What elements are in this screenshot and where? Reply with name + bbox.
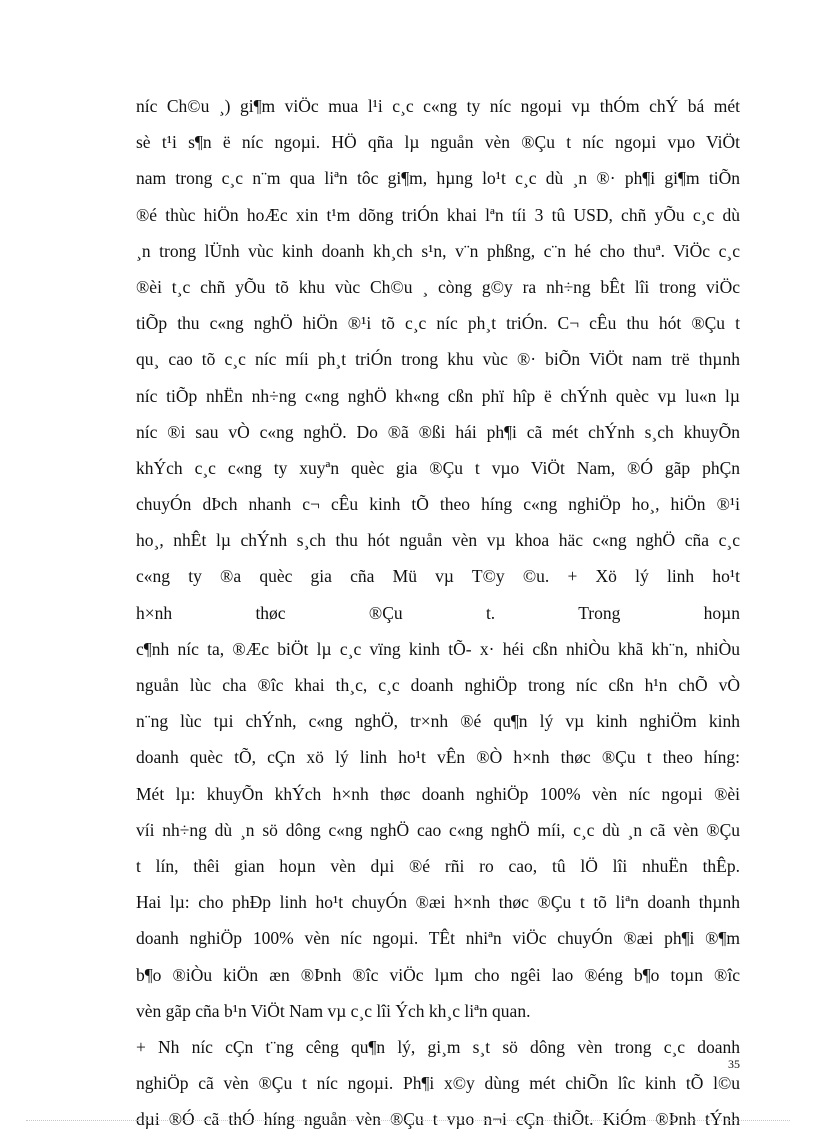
text-line: b¶o ®iÒu kiÖn æn ®Þnh ®îc viÖc lµm cho ngêi lao ®éng b¶o toµn ®îc <box>136 964 740 985</box>
text-line: ¸n trong lÜnh vùc kinh doanh kh¸ch s¹n, v¨n phßng, c¨n hé cho thuª. ViÖc c¸c <box>136 240 740 261</box>
page-bottom-divider <box>26 1120 790 1121</box>
text-line: Hai lµ: cho phÐp linh ho¹t chuyÓn ®æi h×nh thøc ®Çu t tõ liªn doanh thµnh <box>136 892 740 913</box>
text-line: nam trong c¸c n¨m qua liªn tôc gi¶m, hµng lo¹t c¸c dù ¸n ®· ph¶i gi¶m tiÕn <box>136 168 740 189</box>
text-line: ho¸, nhÊt lµ chÝnh s¸ch thu hót nguån vèn vµ khoa häc c«ng nghÖ cña c¸c <box>136 530 740 551</box>
text-line: tiÕp thu c«ng nghÖ hiÖn ®¹i tõ c¸c níc ph¸t triÓn. C¬ cÊu thu hót ®Çu t <box>136 313 740 334</box>
text-line: víi nh÷ng dù ¸n sö dông c«ng nghÖ cao c«ng nghÖ míi, c¸c dù ¸n cã vèn ®Çu <box>136 819 740 840</box>
text-line: + Nh níc cÇn t¨ng cêng qu¶n lý, gi¸m s¸t sö dông vèn trong c¸c doanh <box>136 1036 740 1057</box>
text-line: ®é thùc hiÖn hoÆc xin t¹m dõng triÓn khai lªn tíi 3 tû USD, chñ yÕu c¸c dù <box>136 204 740 225</box>
text-line: nguån lùc cha ®îc khai th¸c, c¸c doanh nghiÖp trong níc cßn h¹n chÕ vÒ <box>136 675 740 695</box>
text-line: ®èi t¸c chñ yÕu tõ khu vùc Ch©u ¸ còng g©y ra nh÷ng bÊt lîi trong viÖc <box>136 276 740 297</box>
text-line: nghiÖp cã vèn ®Çu t níc ngoµi. Ph¶i x©y dùng mét chiÕn lîc kinh tÕ l©u <box>136 1073 740 1094</box>
text-line: h×nh thøc ®Çu t. Trong hoµn <box>136 602 740 623</box>
text-line: n¨ng lùc tµi chÝnh, c«ng nghÖ, tr×nh ®é qu¶n lý vµ kinh nghiÖm kinh <box>136 711 740 732</box>
text-line: doanh quèc tÕ, cÇn xö lý linh ho¹t vÊn ®Ò h×nh thøc ®Çu t theo híng: <box>136 747 740 768</box>
body-text <box>136 88 740 1137</box>
text-line: níc Ch©u ¸) gi¶m viÖc mua l¹i c¸c c«ng ty níc ngoµi vµ thÓm chÝ bá mét <box>136 96 740 116</box>
text-line: sè t¹i s¶n ë níc ngoµi. HÖ qña lµ nguån vèn ®Çu t níc ngoµi vµo ViÖt <box>136 132 740 153</box>
text-line: khÝch c¸c c«ng ty xuyªn quèc gia ®Çu t vµo ViÖt Nam, ®Ó gãp phÇn <box>136 457 740 478</box>
text-line: doanh nghiÖp 100% vèn níc ngoµi. TÊt nhiªn viÖc chuyÓn ®æi ph¶i ®¶m <box>136 928 740 949</box>
text-line: níc tiÕp nhËn nh÷ng c«ng nghÖ kh«ng cßn phï hîp ë chÝnh quèc vµ lu«n lµ <box>136 385 740 406</box>
text-line: níc ®i sau vÒ c«ng nghÖ. Do ®ã ®ßi hái ph¶i cã mét chÝnh s¸ch khuyÕn <box>136 421 740 442</box>
text-line: chuyÓn dÞch nhanh c¬ cÊu kinh tÕ theo híng c«ng nghiÖp ho¸, hiÖn ®¹i <box>136 494 740 515</box>
text-line: t lín, thêi gian hoµn vèn dµi ®é rñi ro cao, tû lÖ lîi nhuËn thÊp. <box>136 855 740 876</box>
text-line: dµi ®Ó cã thÓ híng nguån vèn ®Çu t vµo n¬i cÇn thiÕt. KiÓm ®Þnh tÝnh <box>136 1109 740 1130</box>
text-line: c¶nh níc ta, ®Æc biÖt lµ c¸c vïng kinh tÕ- x· héi cßn nhiÒu khã kh¨n, nhiÒu <box>136 638 740 659</box>
text-line: c«ng ty ®a quèc gia cña Mü vµ T©y ©u. + Xö lý linh ho¹t <box>136 566 740 587</box>
text-line: qu¸ cao tõ c¸c níc míi ph¸t triÓn trong khu vùc ®· biÕn ViÖt nam trë thµnh <box>136 349 740 370</box>
page-number: 35 <box>728 1057 740 1071</box>
text-line: Mét lµ: khuyÕn khÝch h×nh thøc doanh nghiÖp 100% vèn níc ngoµi ®èi <box>136 783 740 804</box>
text-line: vèn gãp cña b¹n ViÖt Nam vµ c¸c lîi Ých kh¸c liªn quan. <box>136 1000 531 1021</box>
